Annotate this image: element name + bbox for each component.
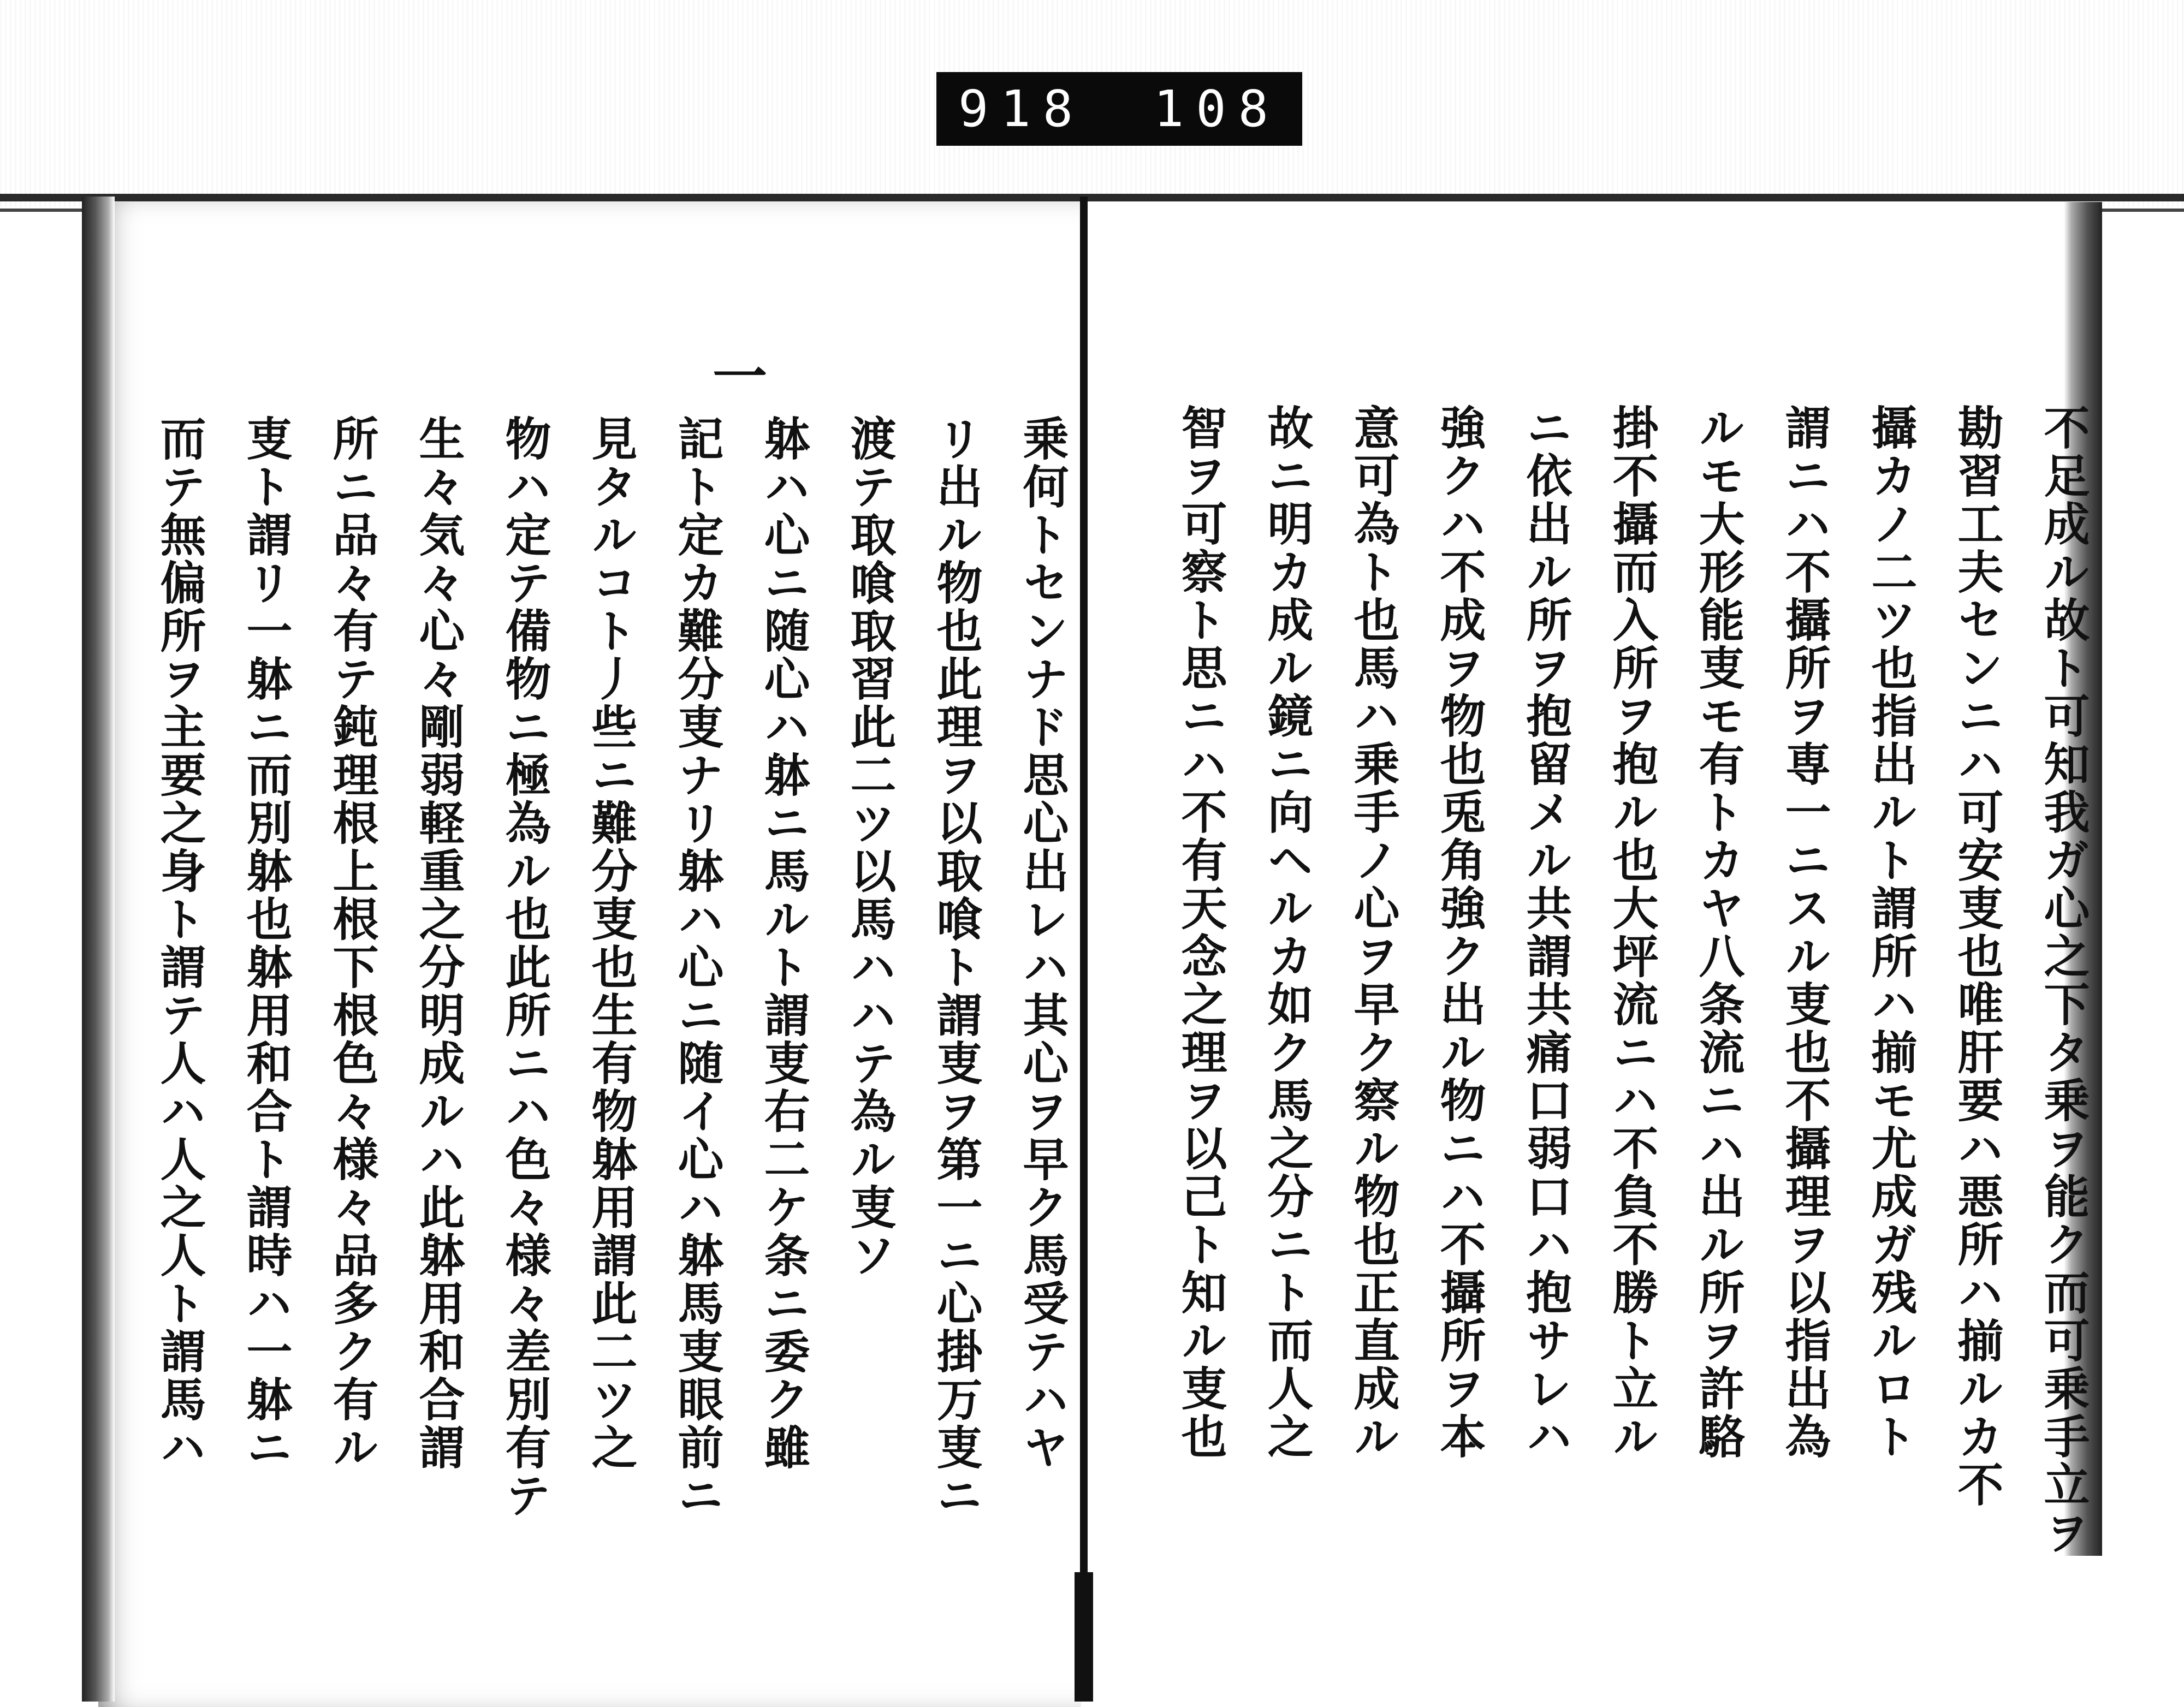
text-column: 不足成ル故ト可知我ガ心之下タ乗ヲ能ク而可乗手立ヲ xyxy=(2037,404,2091,1557)
text-column: 躰ハ心ニ随心ハ躰ニ馬ルト謂叓右二ケ条ニ委ク雖 xyxy=(757,415,811,1472)
left-page-text xyxy=(136,415,1085,1520)
text-column: 謂ニハ不攝所ヲ専一ニスル叓也不攝理ヲ以指出為 xyxy=(1778,404,1832,1461)
text-column: 見タルコト丿些ニ難分叓也生有物躰用謂此二ツ之 xyxy=(584,415,638,1472)
left-page-heading: 一 xyxy=(713,344,767,409)
text-column: 叓ト謂リ一躰ニ而別躰也躰用和合ト謂時ハ一躰ニ xyxy=(239,415,293,1472)
text-column: 所ニ品々有テ鈍理根上根下根色々様々品多ク有ル xyxy=(325,415,379,1472)
text-column: 渡テ取喰取習此二ツ以馬ハハテ為ル叓ソ xyxy=(843,415,897,1280)
text-column: リ出ル物也此理ヲ以取喰ト謂叓ヲ第一ニ心掛万叓ニ xyxy=(929,415,983,1520)
text-column: 攝カノ二ツ也指出ルト謂所ハ揃モ尤成ガ残ルロト xyxy=(1864,404,1918,1461)
text-column: 乗何トセンナド思心出レハ其心ヲ早ク馬受テハヤ xyxy=(1016,415,1070,1472)
label-left-number: 918 xyxy=(958,80,1085,138)
gutter-binding xyxy=(1075,1572,1093,1702)
text-column: 生々気々心々剛弱軽重之分明成ルハ此躰用和合謂 xyxy=(412,415,466,1472)
right-page-text xyxy=(1158,404,2106,1557)
text-column: 記ト定カ難分叓ナリ躰ハ心ニ随イ心ハ躰馬叓眼前ニ xyxy=(670,415,725,1520)
text-column: ニ依出ル所ヲ抱留メル共謂共痛口弱口ハ抱サレハ xyxy=(1519,404,1573,1461)
label-right-number: 108 xyxy=(1153,80,1280,138)
text-column: 物ハ定テ備物ニ極為ル也此所ニハ色々様々差別有テ xyxy=(498,415,552,1520)
text-column: 智ヲ可察ト思ニハ不有天念之理ヲ以己ト知ル叓也 xyxy=(1174,404,1228,1461)
text-column: ルモ大形能叓モ有トカヤ八条流ニハ出ル所ヲ許駱 xyxy=(1692,404,1746,1461)
left-page-edge xyxy=(82,197,115,1702)
text-column: 強クハ不成ヲ物也兎角強ク出ル物ニハ不攝所ヲ本 xyxy=(1433,404,1487,1461)
text-column: 掛不攝而入所ヲ抱ル也大坪流ニハ不負不勝ト立ル xyxy=(1605,404,1659,1461)
text-column: 勘習工夫センニハ可安叓也唯肝要ハ悪所ハ揃ルカ不 xyxy=(1950,404,2004,1509)
text-column: 意可為ト也馬ハ乗手ノ心ヲ早ク察ル物也正直成ル xyxy=(1346,404,1400,1461)
text-column: 故ニ明カ成ル鏡ニ向ヘルカ如ク馬之分ニト而人之 xyxy=(1260,404,1314,1461)
archive-label xyxy=(936,72,1302,146)
text-column: 而テ無偏所ヲ主要之身ト謂テ人ハ人之人ト謂馬ハ xyxy=(153,415,207,1472)
